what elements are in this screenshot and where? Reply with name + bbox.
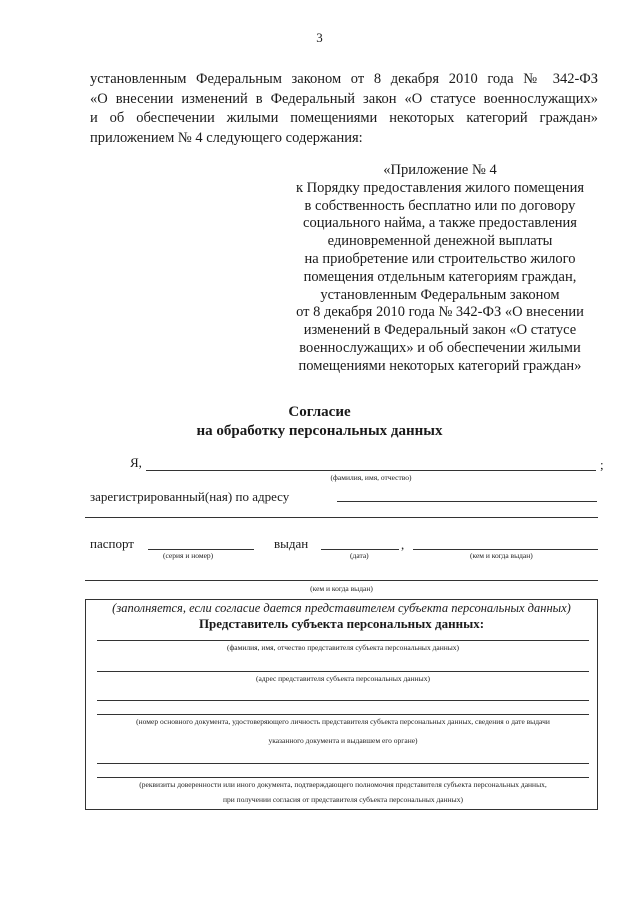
- intro-line: установленным Федеральным законом от 8 декабря 2010 года № 342-ФЗ: [90, 71, 598, 87]
- ya-label: Я,: [130, 455, 142, 470]
- representative-address-field[interactable]: [97, 671, 589, 672]
- representative-authority-caption: (реквизиты доверенности или иного документа, подтверждающего полномочия представителя субъекта персональных данных,: [139, 780, 547, 789]
- ya-end: ;: [600, 457, 604, 472]
- representative-fio-field[interactable]: [97, 640, 589, 641]
- date-caption: (дата): [350, 551, 369, 560]
- appendix-line: помещения отдельным категориям граждан,: [303, 268, 577, 285]
- appendix-line: в собственность бесплатно или по договору: [304, 197, 576, 214]
- appendix-line: помещениями некоторых категорий граждан»: [298, 357, 582, 374]
- appendix-line: военнослужащих» и об обеспечении жилыми: [299, 339, 581, 356]
- representative-document-field[interactable]: [97, 714, 589, 715]
- intro-line: и об обеспечении жилыми помещениями некоторых категорий граждан»: [90, 110, 598, 126]
- address-label: зарегистрированный(ная) по адресу: [90, 489, 290, 504]
- address-field-line-2[interactable]: [85, 517, 598, 518]
- representative-address-field-2[interactable]: [97, 700, 589, 701]
- passport-series-field[interactable]: [148, 549, 254, 550]
- fio-caption: (фамилия, имя, отчество): [330, 473, 412, 482]
- appendix-line: установленным Федеральным законом: [320, 286, 560, 303]
- representative-document-field-2[interactable]: [97, 763, 589, 764]
- page-number: 3: [316, 30, 323, 45]
- appendix-line: на приобретение или строительство жилого: [304, 250, 576, 267]
- address-field[interactable]: [337, 501, 597, 502]
- comma: ,: [401, 537, 405, 552]
- representative-document-caption: (номер основного документа, удостоверяющего личность представителя субъекта персональных данных, сведения о дате выдачи: [136, 717, 550, 726]
- appendix-line: «Приложение № 4: [383, 162, 497, 178]
- representative-document-caption-2: указанного документа и выдавшем его органе): [268, 736, 418, 745]
- appendix-line: изменений в Федеральный закон «О статусе: [303, 322, 577, 339]
- issue-date-field[interactable]: [321, 549, 399, 550]
- issuer-field-line-2[interactable]: [85, 580, 598, 581]
- series-caption: (серия и номер): [163, 551, 214, 560]
- representative-authority-caption-2: при получении согласия от представителя субъекта персональных данных): [223, 795, 463, 804]
- appendix-line: единовременной денежной выплаты: [327, 233, 553, 250]
- issuer-field[interactable]: [413, 549, 598, 550]
- representative-title: Представитель субъекта персональных данных:: [198, 616, 485, 631]
- passport-label: паспорт: [90, 536, 134, 551]
- fio-field[interactable]: [146, 470, 596, 471]
- representative-authority-field[interactable]: [97, 777, 589, 778]
- intro-paragraph: [90, 70, 598, 148]
- consent-title: Согласие: [288, 404, 351, 420]
- representative-address-caption: (адрес представителя субъекта персональных данных): [256, 674, 430, 683]
- issued-label: выдан: [274, 536, 309, 551]
- issuer-caption: (кем и когда выдан): [470, 551, 533, 560]
- intro-line: «О внесении изменений в Федеральный закон «О статусе военнослужащих»: [90, 90, 598, 107]
- intro-line: приложением № 4 следующего содержания:: [90, 129, 363, 146]
- issuer-caption-2: (кем и когда выдан): [310, 584, 373, 593]
- appendix-line: от 8 декабря 2010 года № 342-ФЗ «О внесении: [296, 304, 584, 321]
- representative-hint: (заполняется, если согласие дается представителем субъекта персональных данных): [112, 601, 571, 615]
- appendix-line: к Порядку предоставления жилого помещения: [295, 179, 585, 196]
- appendix-heading: [270, 162, 610, 376]
- appendix-line: социального найма, а также предоставления: [303, 215, 577, 232]
- representative-fio-caption: (фамилия, имя, отчество представителя субъекта персональных данных): [226, 643, 460, 652]
- consent-subtitle: на обработку персональных данных: [196, 423, 443, 439]
